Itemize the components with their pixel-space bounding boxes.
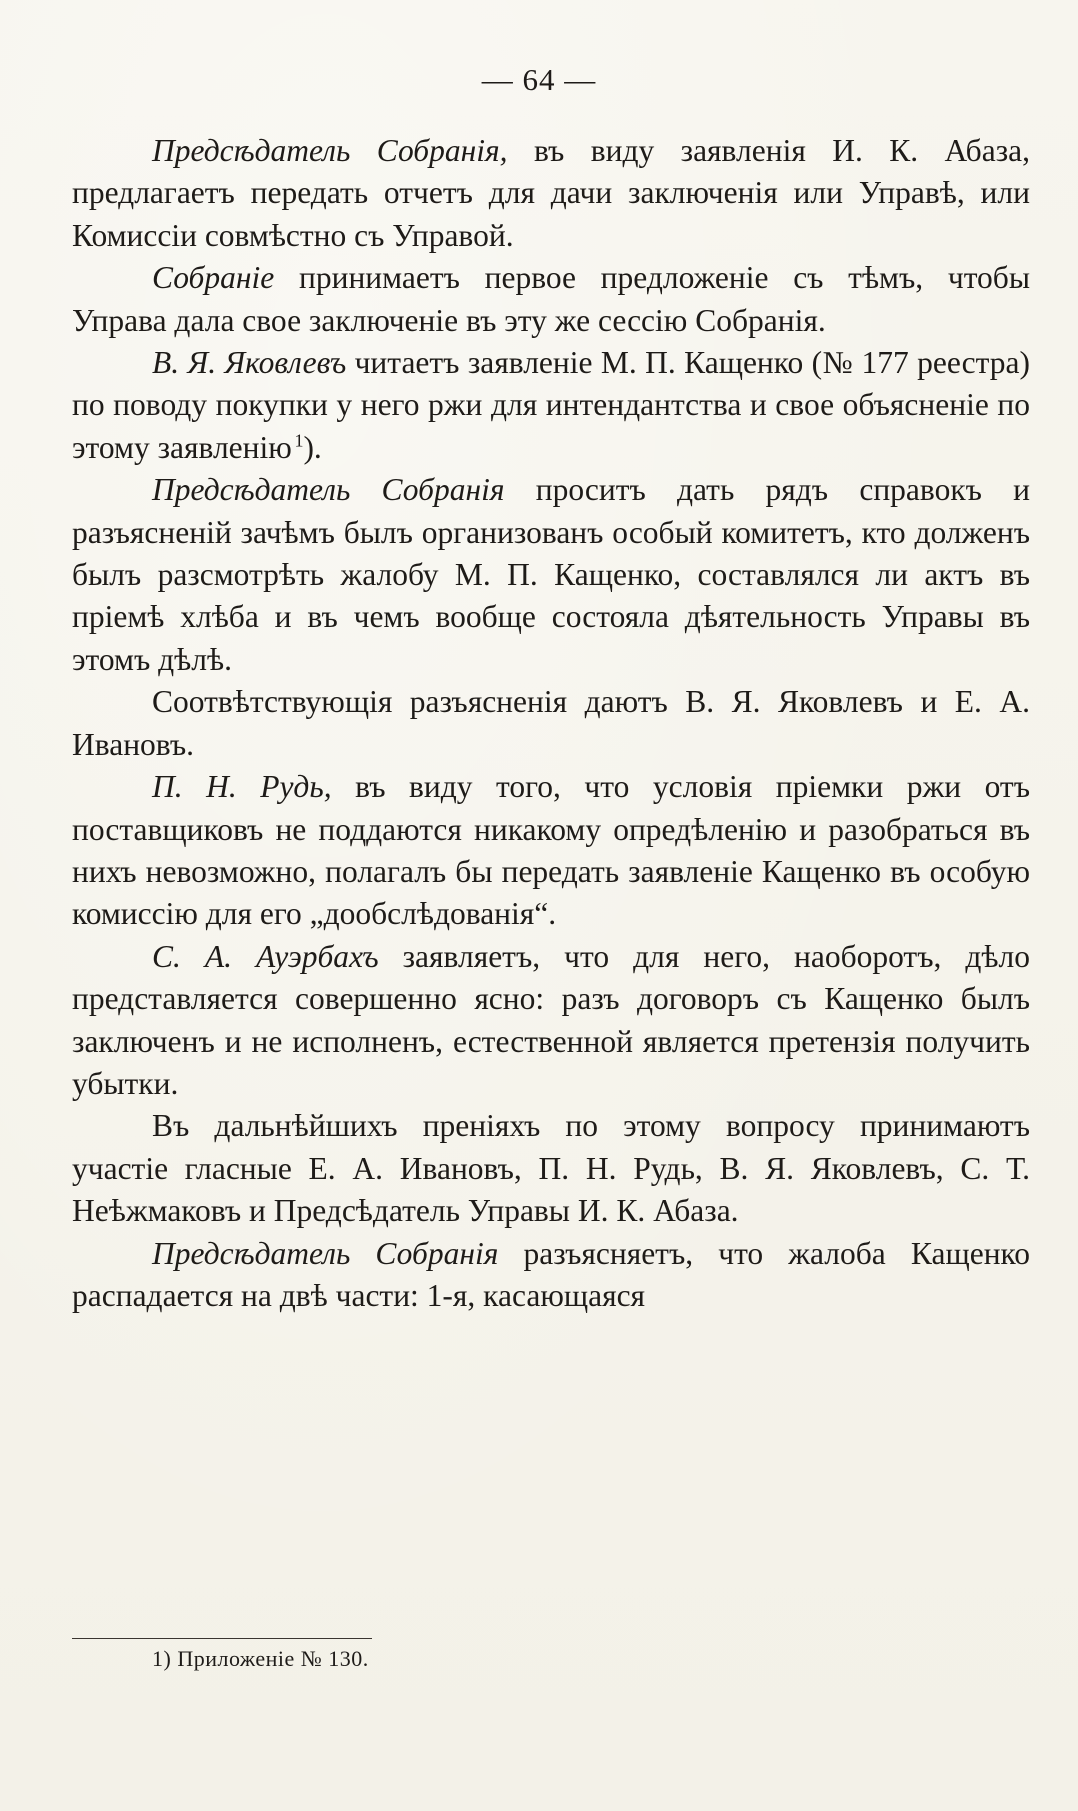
paragraph-text-end: ).	[303, 429, 322, 465]
page-number: — 64 —	[481, 62, 597, 97]
paragraph-text: Въ дальнѣйшихъ преніяхъ по этому вопросу принимаютъ участіе гласные Е. А. Ивановъ, П. Н. Рудь, В. Я. Яковлевъ, С. Т. Неѣжмаковъ и Предсѣдатель Управы И. К. Абаза.	[72, 1108, 1030, 1229]
paragraph-2	[72, 257, 1030, 342]
speaker-name: С. А. Ауэрбахъ	[152, 938, 379, 974]
paragraph-5	[72, 681, 1030, 766]
speaker-name: Предсѣдатель Собранія	[152, 472, 505, 508]
footnote-divider	[72, 1638, 372, 1639]
paragraph-7	[72, 936, 1030, 1106]
paragraph-text: въ виду того, что условія пріемки ржи отъ поставщиковъ не поддаются никакому опредѣленію и разобраться въ нихъ невозможно, полагалъ бы передать заявленіе Кащенко въ особую комиссію для его „дообслѣдованія“.	[72, 769, 1030, 932]
footnote-reference: 1	[294, 430, 304, 451]
speaker-name: В. Я. Яковлевъ	[152, 345, 347, 381]
speaker-name: Собраніе	[152, 260, 275, 296]
footnote: 1) Приложеніе № 130.	[152, 1646, 369, 1671]
paragraph-9	[72, 1233, 1030, 1318]
paragraph-text: въ виду заявленія И. К. Абаза, предлагаетъ передать отчетъ для дачи заключенія или Управѣ, или Комиссіи совмѣстно съ Управой.	[72, 133, 1030, 253]
paragraph-text: заявляетъ, что для него, наоборотъ, дѣло представляется совершенно ясно: разъ договоръ съ Кащенко былъ заключенъ и не исполненъ, естественной является претензія получить убытки.	[72, 938, 1030, 1101]
paragraph-3	[72, 342, 1030, 469]
paragraph-1	[72, 130, 1030, 257]
main-text	[72, 130, 1030, 1317]
paragraph-text: принимаетъ первое предложеніе съ тѣмъ, чтобы Управа дала свое заключеніе въ эту же сессію Собранія.	[72, 260, 1030, 338]
speaker-name: Предсѣдатель Собранія,	[152, 133, 508, 168]
paragraph-6	[72, 766, 1030, 936]
paragraph-8	[72, 1105, 1030, 1232]
paragraph-text: читаетъ заявленіе М. П. Кащенко (№ 177 реестра) по поводу покупки у него ржи для интендантства и свое объясненіе по этому заявленію	[72, 345, 1030, 465]
paragraph-text: проситъ дать рядъ справокъ и разъясненій зачѣмъ былъ организованъ особый комитетъ, кто долженъ былъ разсмотрѣть жалобу М. П. Кащенко, составлялся ли актъ въ пріемѣ хлѣба и въ чемъ вообще состояла дѣятельность Управы въ этомъ дѣлѣ.	[72, 472, 1030, 677]
paragraph-text: разъясняетъ, что жалоба Кащенко распадается на двѣ части: 1-я, касающаяся	[72, 1235, 1031, 1313]
paragraph-text: Соотвѣтствующія разъясненія даютъ В. Я. Яковлевъ и Е. А. Ивановъ.	[72, 684, 1030, 762]
speaker-name: П. Н. Рудь,	[152, 769, 332, 805]
speaker-name: Предсѣдатель Собранія	[152, 1235, 499, 1271]
paragraph-4	[72, 469, 1030, 681]
